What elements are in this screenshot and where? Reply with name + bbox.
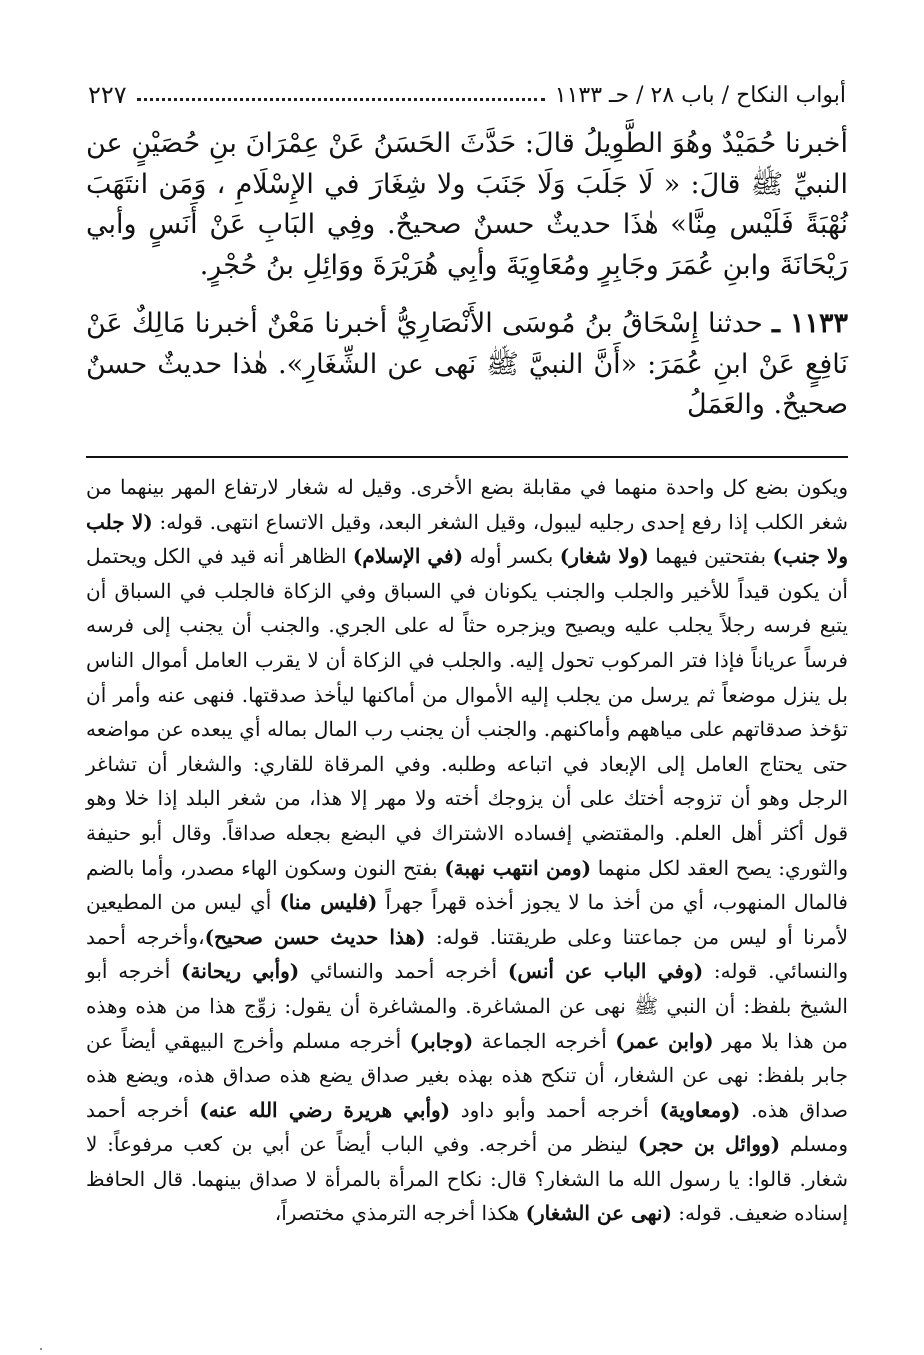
main-hadith-text bbox=[86, 124, 848, 426]
scan-speck bbox=[40, 1348, 42, 1350]
commentary-text bbox=[86, 470, 848, 1231]
commentary-text-run: بكسر أوله bbox=[463, 544, 560, 569]
commentary-quoted-phrase: (وجابر) bbox=[409, 1028, 474, 1053]
commentary-text-run: أخرجه أحمد والنسائي bbox=[299, 959, 508, 984]
commentary-quoted-phrase: (ومعاوية) bbox=[659, 1097, 741, 1122]
commentary-quoted-phrase: (لا جلب ولا جنب) bbox=[86, 509, 849, 569]
commentary-text-run: بفتح النون وسكون الهاء مصدر، وأما بالضم فالمال المنهوب، أي من أخذ ما لا يجوز أخذه قهراً جهراً bbox=[86, 855, 848, 915]
commentary-text-run: أخرجه الجماعة bbox=[473, 1028, 616, 1053]
main-paragraph-2 bbox=[86, 304, 848, 426]
commentary-text-run: أي ليس من المطيعين لأمرنا أو ليس من جماعتنا وعلى طريقتنا. قوله: bbox=[86, 890, 849, 949]
commentary-quoted-phrase: (وأبي هريرة رضي الله عنه) bbox=[199, 1097, 451, 1122]
commentary-text-run: أخرجه أحمد وأبو داود bbox=[450, 1097, 660, 1122]
commentary-quoted-phrase: (ومن انتهب نهبة) bbox=[444, 855, 592, 880]
hadith-number: ١١٣٣ ـ bbox=[772, 308, 849, 339]
commentary-text-run: أخرجه أبو الشيخ بلفظ: أن النبي ﷺ نهى عن المشاغرة. والمشاغرة أن يقول: زوِّج هذا من هذه وهذه من هذا بلا مهر bbox=[86, 959, 848, 1053]
header-leader-dots bbox=[137, 98, 545, 101]
commentary-quoted-phrase: (ولا شغار) bbox=[559, 544, 649, 569]
commentary-quoted-phrase: (فليس منا) bbox=[279, 890, 378, 915]
commentary-quoted-phrase: (ووائل بن حجر) bbox=[637, 1132, 781, 1157]
commentary-text-run: بفتحتين فيهما bbox=[648, 544, 773, 569]
header-title: أبواب النكاح / باب ٢٨ / حـ ١١٣٣ bbox=[554, 82, 846, 108]
page-number: ٢٢٧ bbox=[88, 81, 127, 109]
commentary-text-run: لينظر من أخرجه. وفي الباب أيضاً عن أبي بن كعب مرفوعاً: لا شغار. قالوا: يا رسول الله ما الشغار؟ قال: نكاح المرأة بالمرأة لا صداق بينهما. قال الحافظ إسناده ضعيف. قوله: bbox=[86, 1132, 848, 1226]
commentary-quoted-phrase: (وابن عمر) bbox=[615, 1028, 714, 1053]
footnote-divider bbox=[86, 456, 848, 458]
commentary-paragraph bbox=[86, 470, 848, 1231]
commentary-quoted-phrase: (نهى عن الشغار) bbox=[525, 1201, 672, 1226]
running-header bbox=[88, 78, 846, 112]
commentary-text-run: ويكون بضع كل واحدة منهما في مقابلة بضع الأخرى. وقيل له شغار لارتفاع المهر بينهما من شغر الكلب إذا رفع إحدى رجليه ليبول، وقيل الشغر البعد، وقيل الاتساع انتهى. قوله: bbox=[86, 475, 848, 534]
commentary-quoted-phrase: (هذا حديث حسن صحيح) bbox=[204, 924, 426, 949]
commentary-text-run: هكذا أخرجه الترمذي مختصراً، bbox=[274, 1201, 526, 1226]
hadith-text: حدثنا إِسْحَاقُ بنُ مُوسَى الأَنْصَارِيُّ أخبرنا مَعْنٌ أخبرنا مَالِكٌ عَنْ نَافِعٍ عَنْ ابنِ عُمَرَ: «أَنَّ النبيَّ ﷺ نَهى عن الشِّغَارِ». هٰذا حديثٌ حسنٌ صحيحٌ. والعَمَلُ bbox=[86, 308, 848, 420]
commentary-text-run: ،وأخرجه أحمد والنسائي. قوله: bbox=[86, 924, 848, 984]
commentary-text-run: أخرجه أحمد ومسلم bbox=[86, 1097, 848, 1157]
commentary-quoted-phrase: (في الإسلام) bbox=[352, 544, 464, 569]
commentary-text-run: الظاهر أنه قيد في الكل ويحتمل أن يكون قيداً للأخير والجلب والجنب يكونان في السباق وفي الزكاة فالجلب في السباق أن يتبع فرسه رجلاً يجلب عليه ويصيح ويزجره حثاً له على الجري. والجنب أن يجنب إلى فرسه فرساً عرياناً فإذا فتر المركوب تحول إليه. والجلب في الزكاة أن لا يقرب العامل أموال الناس بل ينزل موضعاً ثم يرسل من يجلب إليه الأموال من أماكنها ليأخذ صدقتها. فنهى عنه وأمر أن تؤخذ صدقاتهم على مياههم وأماكنهم. والجنب أن يجنب رب المال بماله أي يبعده عن مواضعه حتى يحتاج العامل إلى الإبعاد في اتباعه وطلبه. وفي المرقاة للقاري: والشغار أن تشاغر الرجل وهو أن تزوجه أختك على أن يزوجك أخته ولا مهر إلا هذا، من شغر البلد إذا خلا وهو قول أكثر أهل العلم. والمقتضي إفساده الاشتراك في البضع بجعله صداقاً. وقال أبو حنيفة والثوري: يصح العقد لكل منهما bbox=[86, 544, 849, 880]
main-paragraph-1: أخبرنا حُمَيْدٌ وهُوَ الطَّوِيلُ قالَ: حَدَّثَ الحَسَنُ عَنْ عِمْرَانَ بنِ حُصَيْنٍ عن النبيِّ ﷺ قالَ: « لَا جَلَبَ وَلَا جَنَبَ ولا شِغَارَ في الإِسْلَامِ ، وَمَن انتَهَبَ نُهْبَةً فَلَيْس مِنَّا» هٰذَا حديثٌ حسنٌ صحيحٌ. وفِي البَابِ عَنْ أَنَسٍ وأبي رَيْحَانَةَ وابنِ عُمَرَ وجَابِرٍ ومُعَاوِيَةَ وأبِي هُرَيْرَةَ ووَائِلِ بنُ حُجْرٍ. bbox=[86, 128, 848, 281]
commentary-quoted-phrase: (وأبي ريحانة) bbox=[181, 959, 300, 984]
commentary-quoted-phrase: (وفي الباب عن أنس) bbox=[507, 959, 704, 984]
commentary-text-run: أخرجه مسلم وأخرج البيهقي أيضاً عن جابر بلفظ: نهى عن الشغار، أن تنكح هذه بهذه بغير صداق يضع هذه صداق هذه، ويضع هذه صداق هذه. bbox=[86, 1028, 848, 1122]
